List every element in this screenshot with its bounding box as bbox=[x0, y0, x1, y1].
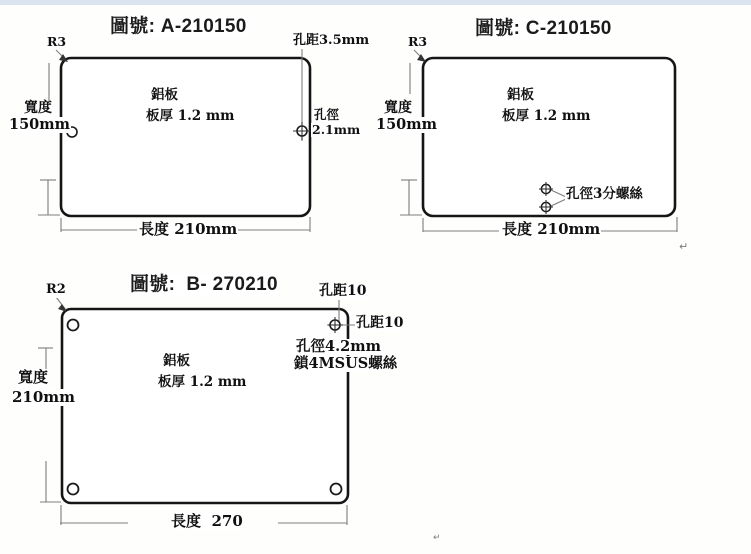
drawing-b-length: 長度 270 bbox=[171, 512, 243, 530]
drawing-a-material: 鋁板 bbox=[151, 87, 178, 103]
drawing-c-width-value: 150mm bbox=[376, 116, 437, 133]
hole-b-bottom-left bbox=[68, 484, 79, 495]
drawing-a-hole-dia-label: 孔徑 bbox=[314, 107, 340, 122]
drawing-a-corner-radius: R3 bbox=[47, 34, 67, 49]
drawing-a-linework bbox=[38, 49, 311, 232]
paragraph-mark-c: ↵ bbox=[679, 240, 689, 253]
drawing-c-linework bbox=[400, 50, 677, 232]
drawing-a-width-label: 寬度 bbox=[24, 100, 52, 116]
drawing-b-material: 鋁板 bbox=[163, 353, 190, 369]
drawing-c-length: 長度 210mm bbox=[502, 220, 601, 238]
drawing-b-title: 圖號: B- 270210 bbox=[130, 274, 278, 295]
drawing-a-title: 圖號: A-210150 bbox=[110, 16, 247, 37]
drawing-a-hole-spacing: 孔距3.5mm bbox=[293, 33, 370, 48]
plate-a-outline bbox=[61, 58, 310, 216]
drawing-c-thickness: 板厚 1.2 mm bbox=[502, 108, 591, 124]
drawing-b-width-value: 210mm bbox=[12, 388, 76, 406]
drawing-b-hole-dia: 孔徑4.2mm bbox=[296, 338, 381, 355]
drawing-b-corner-radius: R2 bbox=[46, 282, 66, 297]
drawing-b-linework bbox=[38, 297, 358, 525]
drawing-a-length: 長度 210mm bbox=[139, 220, 238, 238]
drawing-b-width-label: 寬度 bbox=[18, 368, 49, 386]
paragraph-mark-b: ↵ bbox=[433, 533, 441, 543]
hole-b-bottom-right bbox=[331, 484, 342, 495]
drawing-a-thickness: 板厚 1.2 mm bbox=[146, 108, 235, 124]
drawing-c-title: 圖號: C-210150 bbox=[475, 18, 612, 39]
drawing-c-material: 鋁板 bbox=[507, 87, 534, 103]
hole-b-top-left bbox=[68, 320, 79, 331]
r2-arrow-b bbox=[58, 304, 67, 312]
drawing-b-hole-spacing-right: 孔距10 bbox=[356, 315, 404, 331]
drawing-b-thickness: 板厚 1.2 mm bbox=[158, 374, 247, 390]
drawing-b-hole-spacing-top: 孔距10 bbox=[319, 283, 367, 299]
drawing-c-hole-note: 孔徑3分螺絲 bbox=[566, 186, 643, 202]
r3-arrow-c bbox=[417, 54, 426, 62]
drawing-a-width-value: 150mm bbox=[9, 116, 70, 133]
drawing-a-hole-dia-value: 2.1mm bbox=[312, 122, 361, 137]
drawing-c-corner-radius: R3 bbox=[408, 34, 428, 49]
drawing-c-width-label: 寬度 bbox=[384, 100, 412, 116]
drawing-b-screw-note: 鎖4MSUS螺絲 bbox=[294, 355, 398, 372]
